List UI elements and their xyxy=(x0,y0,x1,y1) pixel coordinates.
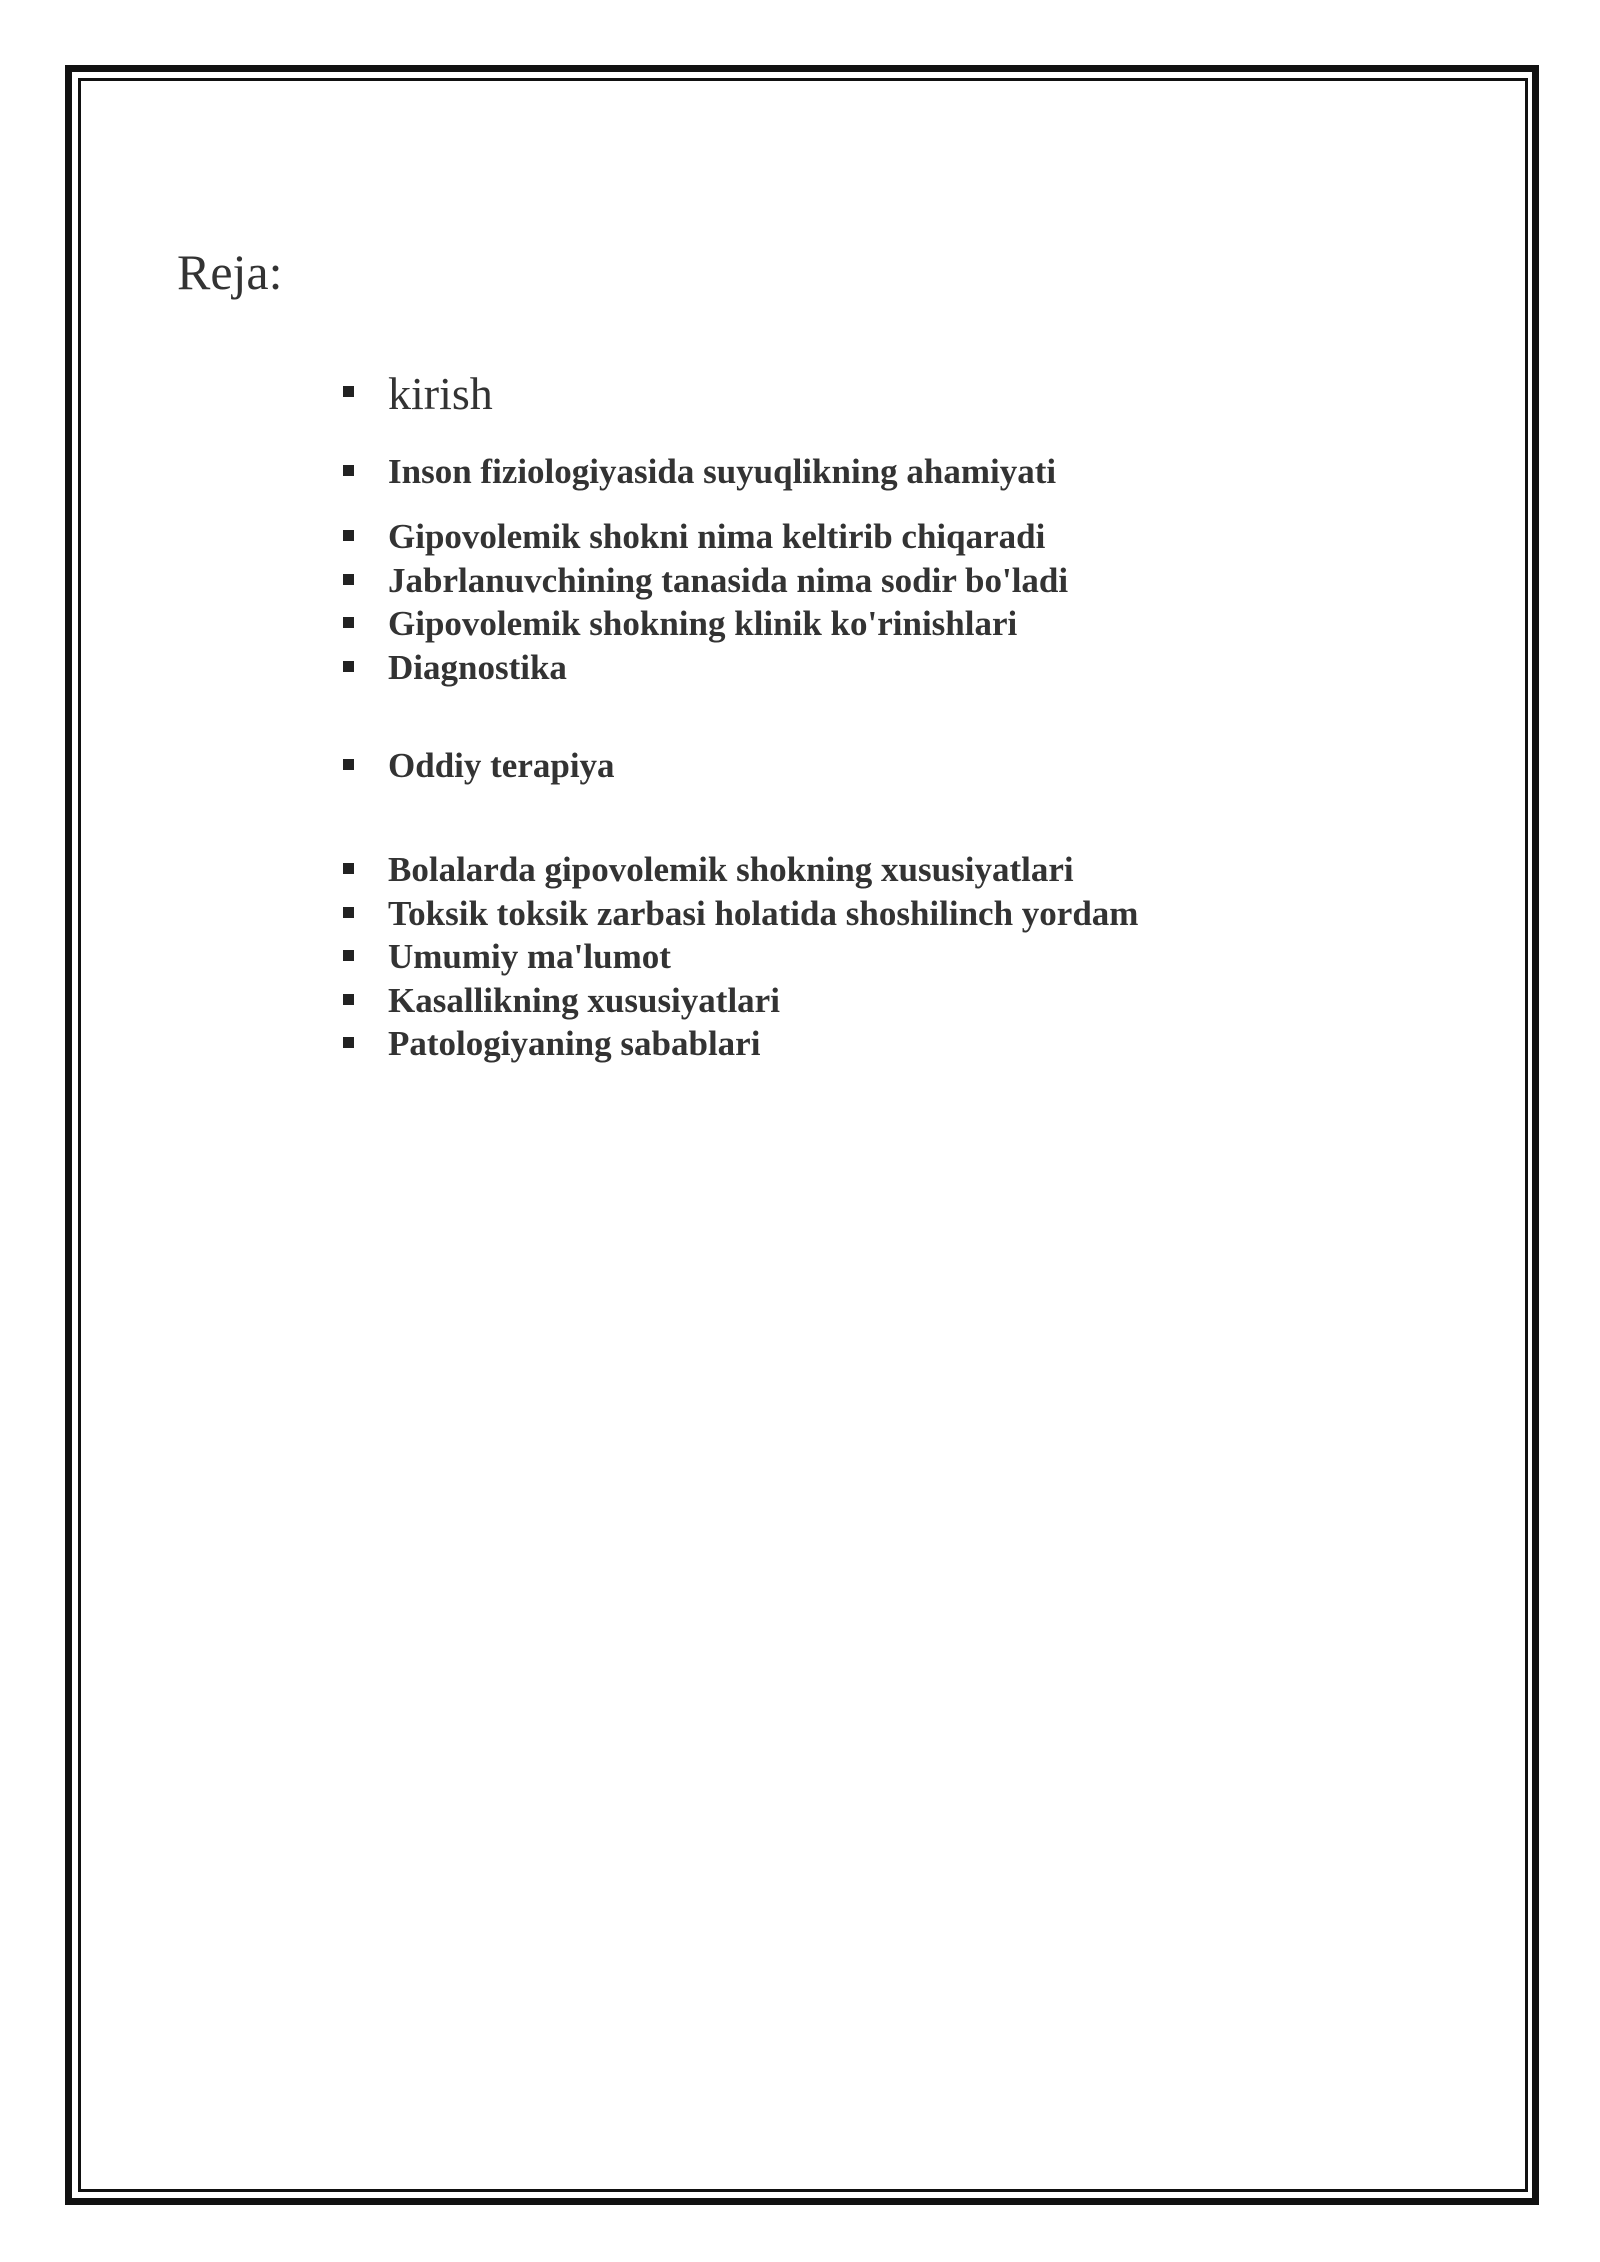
list-item xyxy=(343,366,493,422)
square-bullet-icon xyxy=(343,994,354,1005)
list-item-text: Oddiy terapiya xyxy=(388,746,615,785)
list-item-text: Patologiyaning sabablari xyxy=(388,1024,761,1063)
list-item-text: Umumiy ma'lumot xyxy=(388,937,671,976)
list-item xyxy=(343,450,1056,494)
list-item xyxy=(343,935,671,979)
list-item xyxy=(343,515,1045,559)
list-item-text: Diagnostika xyxy=(388,648,567,687)
list-item xyxy=(343,646,567,690)
square-bullet-icon xyxy=(343,950,354,961)
list-item xyxy=(343,744,615,788)
page-border-inner xyxy=(78,78,1528,2192)
list-item-text: Gipovolemik shokning klinik ko'rinishlari xyxy=(388,604,1018,643)
list-item-text: Bolalarda gipovolemik shokning xususiyatlari xyxy=(388,850,1074,889)
list-item-text: Jabrlanuvchining tanasida nima sodir bo'ladi xyxy=(388,561,1069,600)
square-bullet-icon xyxy=(343,617,354,628)
list-item-text: Inson fiziologiyasida suyuqlikning ahamiyati xyxy=(388,452,1057,491)
list-item xyxy=(343,848,1074,892)
square-bullet-icon xyxy=(343,530,354,541)
list-item xyxy=(343,602,1017,646)
square-bullet-icon xyxy=(343,863,354,874)
list-item-text: kirish xyxy=(388,368,493,419)
plan-title: Reja: xyxy=(177,244,283,300)
list-item-text: Toksik toksik zarbasi holatida shoshilinch yordam xyxy=(388,894,1139,933)
square-bullet-icon xyxy=(343,574,354,585)
square-bullet-icon xyxy=(343,1037,354,1048)
square-bullet-icon xyxy=(343,465,354,476)
square-bullet-icon xyxy=(343,759,354,770)
square-bullet-icon xyxy=(343,386,354,397)
list-item-text: Kasallikning xususiyatlari xyxy=(388,981,780,1020)
list-item xyxy=(343,1022,760,1066)
square-bullet-icon xyxy=(343,661,354,672)
list-item xyxy=(343,979,780,1023)
square-bullet-icon xyxy=(343,907,354,918)
list-item-text: Gipovolemik shokni nima keltirib chiqaradi xyxy=(388,517,1046,556)
list-item xyxy=(343,559,1068,603)
list-item xyxy=(343,892,1138,936)
